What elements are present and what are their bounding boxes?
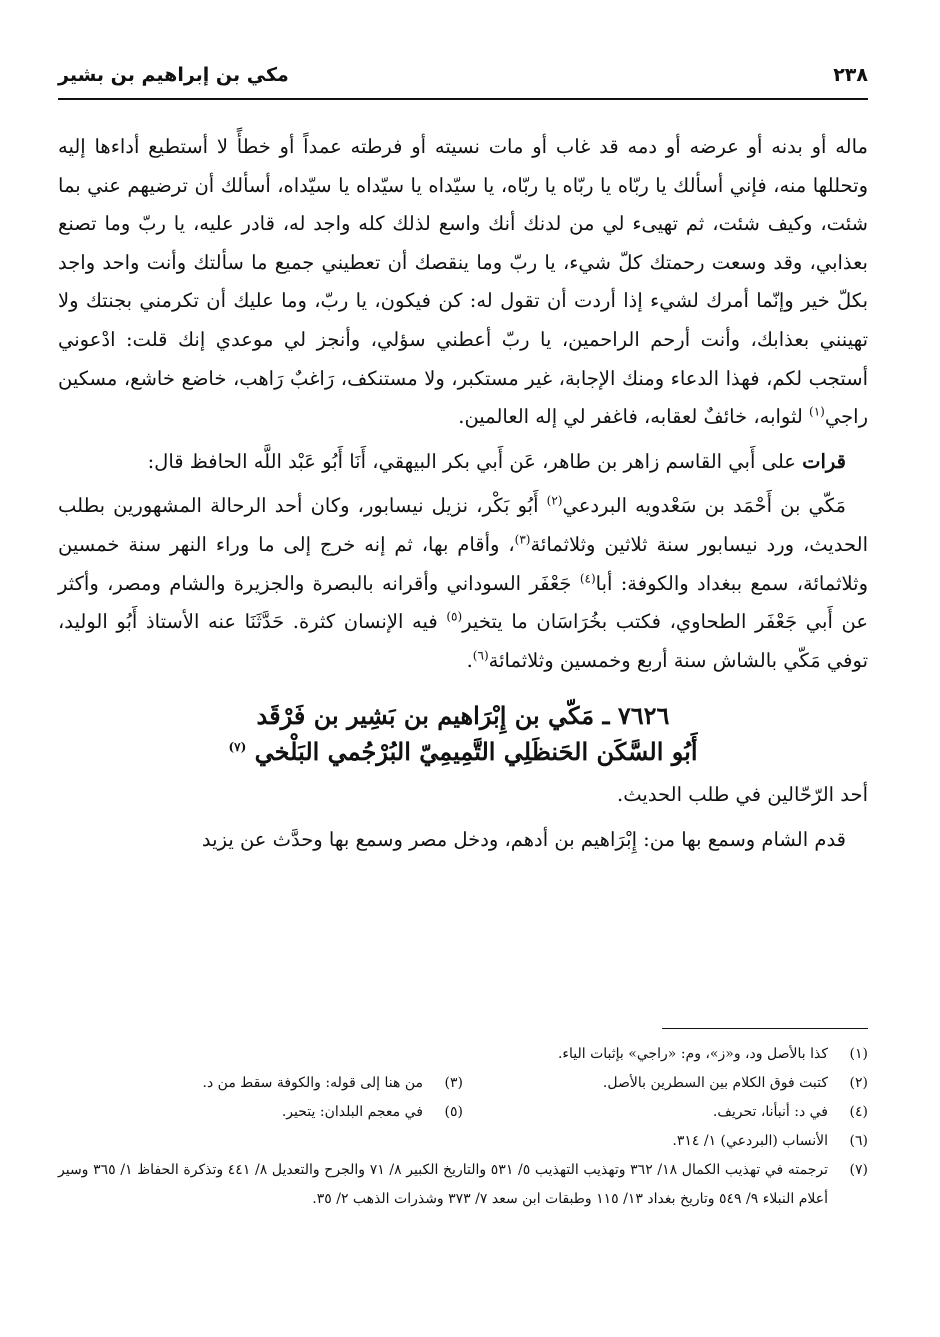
paragraph-prayer: ماله أو بدنه أو عرضه أو دمه قد غاب أو مات نسيته أو فرطته عمداً أو خطأً لا أستطيع أداءها إليه وتحللها منه، فإني أسألك يا ربّاه يا ربّاه يا ربّاه، يا سيّداه يا سيّداه يا سيّداه، أسألك أن ترضيهم عني بما شئت، وكيف شئت، ثم تهيىء لي من لدنك أنك واسع لذلك كله واجد له، قادر عليه، يا ربّ وما تصنع بعذابي، وقد وسعت رحمتك كلّ شيء، يا ربّ وما ينقصك أن تعطيني جميع ما سألتك وأنت واحد واجد بكلّ خير وإنّما أمرك لشيء إذا أردت أن تقول له: كن فيكون، يا ربّ، وما عليك أن تكرمني بجنتك ولا تهينني بعذابك، وأنت أرحم الراحمين، يا ربّ أعطني سؤلي، وأنجز لي موعدي إنك قلت: ادْعوني أستجب لكم، فهذا الدعاء ومنك الإجابة، غير مستكبر، ولا مستنكف، رَاغبٌ رَاهب، خاضع خاشع، مسكين راجي$^{(١)}$ لثوابه، خائفٌ لعقابه، فاغفر لي إله العالمين. <box>58 135 868 429</box>
paragraph-isnad: قرات على أَبي القاسم زاهر بن طاهر، عَن أَبي بكر البيهقي، أَنَا أَبُو عَبْد اللَّه الحافظ قال: <box>147 449 846 473</box>
entry-heading-line-2: أَبُو السَّكَن الحَنظَلِي التَّمِيمِيّ البُرْجُمي البَلْخي $^{(٧)}$ <box>228 737 698 767</box>
footnote-7: (٧) ترجمته في تهذيب الكمال ١٨/ ٣٦٢ وتهذيب التهذيب ٥/ ٥٣١ والتاريخ الكبير ٨/ ٧١ والجرح والتعديل ٨/ ٤٤١ وتذكرة الحفاظ ١/ ٣٦٥ وسير أعلام النبلاء ٩/ ٥٤٩ وتاريخ بغداد ١٣/ ١١٥ وطبقات ابن سعد ٧/ ٣٧٣ وشذرات الذهب ٢/ ٣٥. <box>58 1162 868 1207</box>
entry-heading <box>58 698 868 770</box>
footnote-6: (٦) الأنساب (البردعي) ١/ ٣١٤. <box>672 1133 868 1149</box>
footnote-2: (٢) كتبت فوق الكلام بين السطرين بالأصل. <box>602 1075 868 1091</box>
footnote-marker: (٣) <box>514 532 531 547</box>
footnote-marker: (٤) <box>579 571 596 586</box>
footnote-divider <box>662 1028 868 1029</box>
footnotes <box>58 1040 868 1214</box>
footnote-marker: (٥) <box>446 609 463 624</box>
paragraph-makki-bardai: مَكّي بن أَحْمَد بن سَعْدويه البردعي$^{(٢)}$ أَبُو بَكْر، نزيل نيسابور، وكان أحد الرحالة المشهورين بطلب الحديث، ورد نيسابور سنة ثلاثين وثلاثمائة$^{(٣)}$، وأقام بها، ثم إنه خرج إلى ما وراء النهر سنة خمسين وثلاثمائة، سمع ببغداد والكوفة: أبا$^{(٤)}$ جَعْفَر السوداني وأقرانه بالبصرة والجزيرة والشام ومصر، وأكثر عن أَبي جَعْفَر الطحاوي، فكتب بخُرَاسَان ما يتخير$^{(٥)}$ فيه الإنسان كثرة. حَدَّثَنَا عنه الأستاذ أَبُو الوليد، توفي مَكّي بالشاش سنة أربع وخمسين وثلاثمائة$^{(٦)}$. <box>58 493 868 672</box>
footnote-marker: (٧) <box>228 740 247 755</box>
paragraph-travels: قدم الشام وسمع بها من: إِبْرَاهيم بن أدهم، ودخل مصر وسمع بها وحدَّث عن يزيد <box>201 827 846 851</box>
footnote-4: (٤) في د: أنبأنا، تحريف. <box>712 1104 868 1120</box>
qirat-lead: قرات <box>802 449 846 473</box>
book-page <box>58 0 868 1337</box>
footnote-3: (٣) من هنا إلى قوله: والكوفة سقط من د. <box>202 1075 463 1091</box>
entry-heading-line-1: ٧٦٢٦ ـ مَكّي بن إِبْرَاهيم بن بَشِير بن فَرْقَد <box>256 701 670 731</box>
running-title: مكي بن إبراهيم بن بشير <box>58 64 289 86</box>
header-divider <box>58 98 868 100</box>
footnote-marker: (١) <box>809 404 825 419</box>
page-header <box>58 58 868 92</box>
footnote-marker: (٦) <box>472 648 489 663</box>
footnote-marker: (٢) <box>546 493 563 508</box>
main-text <box>58 128 868 860</box>
footnote-5: (٥) في معجم البلدان: يتحير. <box>281 1104 463 1120</box>
page-number: ٢٣٨ <box>833 64 868 86</box>
paragraph-description: أحد الرّحّالين في طلب الحديث. <box>617 783 868 807</box>
footnote-1: (١) كذا بالأصل ود، و«ز»، وم: «راجي» بإثبات الياء. <box>557 1046 868 1062</box>
